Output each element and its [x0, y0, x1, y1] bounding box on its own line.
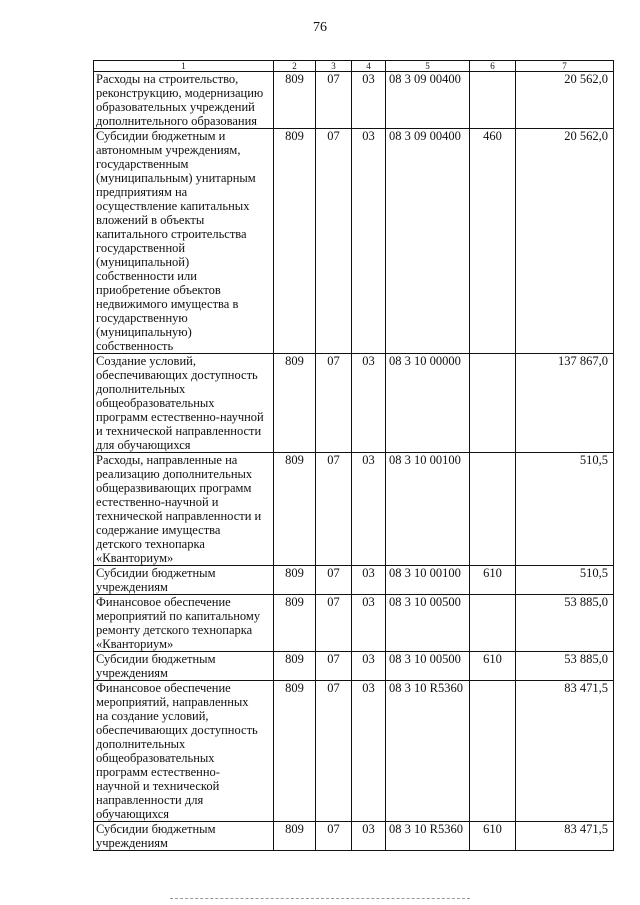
row-name-cell — [94, 453, 274, 566]
table-row — [94, 595, 614, 652]
row-name-line: собственности или — [96, 269, 197, 283]
row-name-line: учреждениям — [96, 580, 168, 594]
section-code-cell: 07 — [316, 453, 352, 566]
row-name-line: реконструкцию, модернизацию — [96, 86, 264, 100]
row-name-line: направленности для — [96, 793, 204, 807]
target-article-cell: 08 3 10 00500 — [386, 652, 470, 681]
amount-cell: 83 471,5 — [516, 681, 614, 822]
row-name-line: обучающихся — [96, 807, 170, 821]
scan-edge-line — [170, 898, 470, 899]
subsection-code-cell: 03 — [352, 453, 386, 566]
ministry-code-cell: 809 — [274, 652, 316, 681]
row-name-line: реализацию дополнительных — [96, 467, 253, 481]
row-name-line: общеобразовательных — [96, 396, 215, 410]
row-name-line: программ естественно- — [96, 765, 220, 779]
table-row — [94, 822, 614, 851]
table-row — [94, 681, 614, 822]
table-body — [94, 72, 614, 851]
amount-cell: 83 471,5 — [516, 822, 614, 851]
amount-cell: 53 885,0 — [516, 652, 614, 681]
row-name-line: на создание условий, — [96, 709, 209, 723]
row-name-line: образовательных учреждений — [96, 100, 255, 114]
amount-cell: 137 867,0 — [516, 354, 614, 453]
header-row — [94, 61, 614, 72]
section-code-cell: 07 — [316, 822, 352, 851]
row-name-cell — [94, 681, 274, 822]
row-name-cell — [94, 822, 274, 851]
row-name-line: технической направленности и — [96, 509, 262, 523]
row-name-cell — [94, 595, 274, 652]
row-name-line: Финансовое обеспечение — [96, 681, 231, 695]
row-name-line: общеобразовательных — [96, 751, 215, 765]
row-name-line: ремонту детского технопарка — [96, 623, 253, 637]
table-row — [94, 566, 614, 595]
ministry-code-cell: 809 — [274, 72, 316, 129]
row-name-line: капитального строительства — [96, 227, 247, 241]
row-name-line: Субсидии бюджетным — [96, 566, 216, 580]
amount-cell: 510,5 — [516, 566, 614, 595]
column-header-1: 1 — [94, 61, 274, 72]
subsection-code-cell: 03 — [352, 822, 386, 851]
page-number: 76 — [313, 20, 327, 35]
row-name-line: дополнительных — [96, 382, 186, 396]
row-name-line: мероприятий по капитальному — [96, 609, 261, 623]
row-name-line: для обучающихся — [96, 438, 191, 452]
target-article-cell: 08 3 09 00400 — [386, 129, 470, 354]
ministry-code-cell: 809 — [274, 354, 316, 453]
expense-type-cell — [470, 453, 516, 566]
target-article-cell: 08 3 10 00500 — [386, 595, 470, 652]
subsection-code-cell: 03 — [352, 681, 386, 822]
row-name-line: вложений в объекты — [96, 213, 205, 227]
row-name-cell — [94, 354, 274, 453]
expense-type-cell — [470, 72, 516, 129]
row-name-line: приобретение объектов — [96, 283, 221, 297]
expense-type-cell — [470, 595, 516, 652]
ministry-code-cell: 809 — [274, 129, 316, 354]
subsection-code-cell: 03 — [352, 72, 386, 129]
row-name-line: учреждениям — [96, 666, 168, 680]
amount-cell: 510,5 — [516, 453, 614, 566]
row-name-line: собственность — [96, 339, 174, 353]
row-name-line: научной и технической — [96, 779, 220, 793]
section-code-cell: 07 — [316, 566, 352, 595]
target-article-cell: 08 3 10 R5360 — [386, 681, 470, 822]
row-name-line: общеразвивающих программ — [96, 481, 252, 495]
column-header-6: 6 — [470, 61, 516, 72]
section-code-cell: 07 — [316, 129, 352, 354]
target-article-cell: 08 3 10 00000 — [386, 354, 470, 453]
row-name-line: естественно-научной и — [96, 495, 219, 509]
row-name-line: (муниципальной) — [96, 255, 190, 269]
expense-type-cell: 610 — [470, 566, 516, 595]
row-name-line: государственной — [96, 241, 186, 255]
row-name-cell — [94, 72, 274, 129]
row-name-line: Субсидии бюджетным и — [96, 129, 226, 143]
amount-cell: 20 562,0 — [516, 72, 614, 129]
row-name-line: автономным учреждениям, — [96, 143, 241, 157]
section-code-cell: 07 — [316, 354, 352, 453]
table-row — [94, 129, 614, 354]
row-name-line: (муниципальную) — [96, 325, 192, 339]
row-name-line: Расходы, направленные на — [96, 453, 238, 467]
row-name-line: предприятиям на — [96, 185, 188, 199]
row-name-line: «Кванториум» — [96, 551, 174, 565]
section-code-cell: 07 — [316, 595, 352, 652]
row-name-line: недвижимого имущества в — [96, 297, 239, 311]
row-name-line: детского технопарка — [96, 537, 205, 551]
section-code-cell: 07 — [316, 72, 352, 129]
row-name-line: Создание условий, — [96, 354, 196, 368]
subsection-code-cell: 03 — [352, 652, 386, 681]
column-header-4: 4 — [352, 61, 386, 72]
row-name-line: и технической направленности — [96, 424, 262, 438]
target-article-cell: 08 3 09 00400 — [386, 72, 470, 129]
ministry-code-cell: 809 — [274, 822, 316, 851]
column-header-7: 7 — [516, 61, 614, 72]
expense-type-cell: 610 — [470, 822, 516, 851]
table-row — [94, 453, 614, 566]
row-name-cell — [94, 652, 274, 681]
row-name-cell — [94, 566, 274, 595]
row-name-line: учреждениям — [96, 836, 168, 850]
target-article-cell: 08 3 10 00100 — [386, 453, 470, 566]
row-name-line: (муниципальным) унитарным — [96, 171, 256, 185]
row-name-line: программ естественно-научной — [96, 410, 264, 424]
expense-type-cell — [470, 681, 516, 822]
row-name-line: содержание имущества — [96, 523, 221, 537]
column-header-2: 2 — [274, 61, 316, 72]
table-row — [94, 354, 614, 453]
row-name-line: обеспечивающих доступность — [96, 723, 258, 737]
expense-type-cell: 460 — [470, 129, 516, 354]
table-header — [94, 61, 614, 72]
budget-table — [93, 60, 614, 851]
ministry-code-cell: 809 — [274, 681, 316, 822]
row-name-line: дополнительного образования — [96, 114, 258, 128]
section-code-cell: 07 — [316, 652, 352, 681]
expense-type-cell — [470, 354, 516, 453]
target-article-cell: 08 3 10 00100 — [386, 566, 470, 595]
expense-type-cell: 610 — [470, 652, 516, 681]
column-header-5: 5 — [386, 61, 470, 72]
row-name-line: Финансовое обеспечение — [96, 595, 231, 609]
row-name-line: обеспечивающих доступность — [96, 368, 258, 382]
row-name-line: Субсидии бюджетным — [96, 822, 216, 836]
row-name-line: Субсидии бюджетным — [96, 652, 216, 666]
ministry-code-cell: 809 — [274, 595, 316, 652]
amount-cell: 53 885,0 — [516, 595, 614, 652]
column-header-3: 3 — [316, 61, 352, 72]
subsection-code-cell: 03 — [352, 129, 386, 354]
row-name-line: «Кванториум» — [96, 637, 174, 651]
subsection-code-cell: 03 — [352, 354, 386, 453]
ministry-code-cell: 809 — [274, 453, 316, 566]
row-name-line: государственным — [96, 157, 189, 171]
row-name-line: мероприятий, направленных — [96, 695, 249, 709]
subsection-code-cell: 03 — [352, 595, 386, 652]
row-name-line: Расходы на строительство, — [96, 72, 239, 86]
section-code-cell: 07 — [316, 681, 352, 822]
row-name-line: осуществление капитальных — [96, 199, 250, 213]
row-name-line: государственную — [96, 311, 188, 325]
table-row — [94, 652, 614, 681]
target-article-cell: 08 3 10 R5360 — [386, 822, 470, 851]
table-row — [94, 72, 614, 129]
ministry-code-cell: 809 — [274, 566, 316, 595]
row-name-line: дополнительных — [96, 737, 186, 751]
row-name-cell — [94, 129, 274, 354]
subsection-code-cell: 03 — [352, 566, 386, 595]
amount-cell: 20 562,0 — [516, 129, 614, 354]
